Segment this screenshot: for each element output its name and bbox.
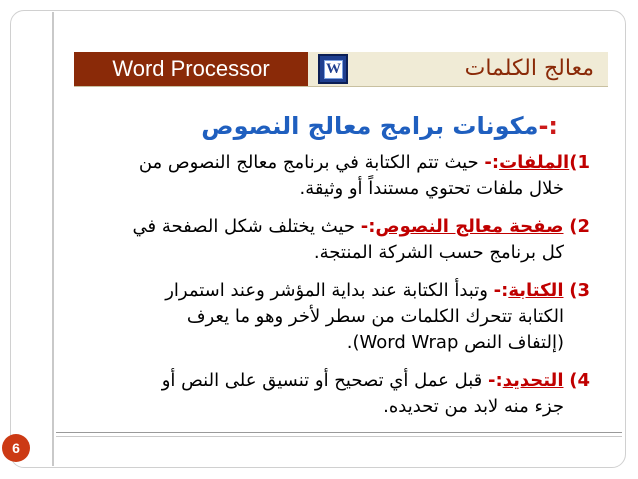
list-item bbox=[90, 150, 590, 202]
item-number: 3) bbox=[569, 280, 590, 301]
item-text-line2: خلال ملفات تحتوي مستنداً أو وثيقة. bbox=[299, 178, 564, 199]
list-item bbox=[90, 368, 590, 420]
item-term: التحديد bbox=[502, 370, 564, 391]
list-item bbox=[90, 214, 590, 266]
item-text-line2: جزء منه لابد من تحديده. bbox=[383, 396, 564, 417]
list-item bbox=[90, 278, 590, 356]
item-text-line3: (إلتفاف النص Word Wrap). bbox=[346, 332, 564, 353]
item-text-line1: حيث يختلف شكل الصفحة في bbox=[132, 216, 361, 237]
word-icon-letter: W bbox=[326, 61, 341, 77]
item-separator: :- bbox=[488, 370, 503, 391]
item-text-line2: كل برنامج حسب الشركة المنتجة. bbox=[313, 242, 564, 263]
item-separator: :- bbox=[493, 280, 509, 301]
components-list bbox=[90, 150, 590, 432]
item-separator: :- bbox=[360, 216, 376, 237]
item-number: 4) bbox=[569, 370, 590, 391]
item-text-line2: الكتابة تتحرك الكلمات من سطر لأخر وهو ما يعرف bbox=[186, 306, 564, 327]
title-english: Word Processor bbox=[74, 52, 308, 86]
heading-text: مكونات برامج معالج النصوص bbox=[201, 112, 539, 140]
item-term: الكتابة bbox=[508, 280, 564, 301]
item-term: الملفات bbox=[499, 152, 570, 173]
item-separator: :- bbox=[484, 152, 500, 173]
item-term: صفحة معالج النصوص bbox=[375, 216, 564, 237]
footer-rule-secondary bbox=[56, 436, 622, 437]
footer-rule bbox=[56, 432, 622, 433]
title-bar bbox=[74, 52, 608, 86]
item-text-line1: حيث تتم الكتابة في برنامج معالج النصوص من bbox=[138, 152, 485, 173]
item-number: 2) bbox=[569, 216, 590, 237]
item-text-line1: قبل عمل أي تصحيح أو تنسيق على النص أو bbox=[161, 370, 489, 391]
word-app-icon bbox=[318, 54, 348, 84]
item-text-line1: وتبدأ الكتابة عند بداية المؤشر وعند استمرار bbox=[165, 280, 494, 301]
page-number-badge: 6 bbox=[2, 434, 30, 462]
title-arabic: معالج الكلمات bbox=[464, 56, 594, 81]
item-number: 1) bbox=[569, 152, 590, 173]
left-margin-line bbox=[52, 12, 54, 466]
section-heading bbox=[201, 112, 558, 140]
heading-prefix: :- bbox=[538, 112, 558, 140]
